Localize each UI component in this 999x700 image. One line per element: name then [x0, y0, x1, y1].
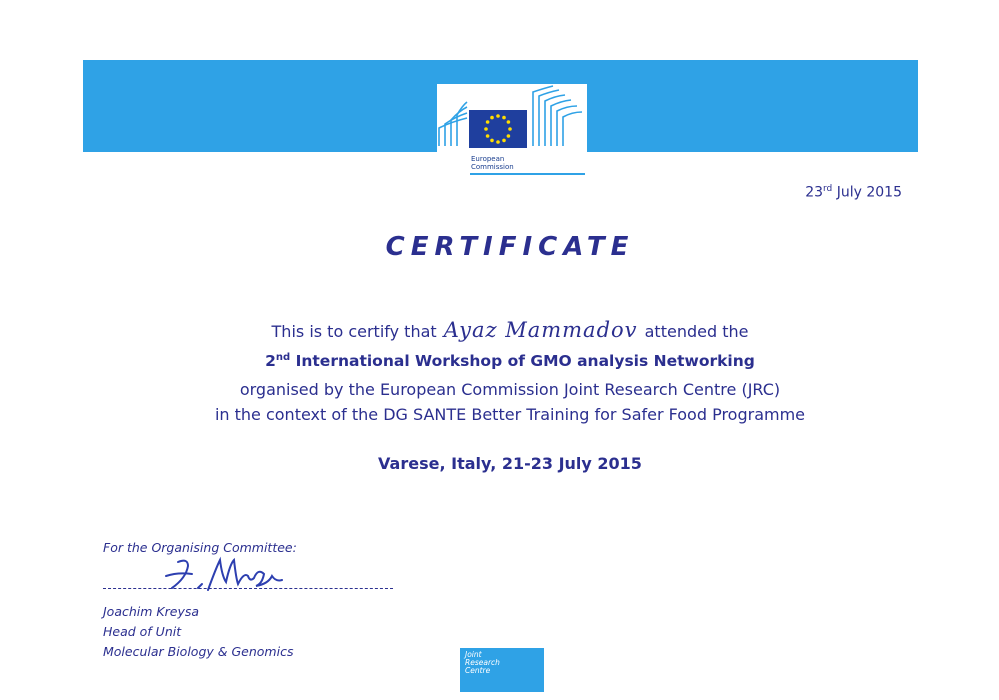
- signer-role: Head of Unit: [103, 624, 182, 639]
- jrc-logo: [460, 648, 544, 692]
- jrc-logo-text: [465, 651, 500, 675]
- date-day: 23: [805, 184, 824, 201]
- context-line: in the context of the DG SANTE Better Training for Safer Food Programme: [214, 405, 806, 424]
- event-title: International Workshop of GMO analysis Networking: [295, 352, 755, 371]
- event-title-line: [0, 352, 999, 370]
- signer-name: Joachim Kreysa: [103, 604, 200, 619]
- certify-intro: This is to certify that: [271, 322, 437, 341]
- jrc-line-research: Research: [465, 658, 500, 667]
- date-suffix: rd: [823, 184, 833, 194]
- recipient-name: Ayaz Mammadov: [443, 318, 638, 342]
- certify-line: [0, 318, 999, 342]
- logo-line-commission: Commission: [471, 163, 514, 171]
- event-ordinal-num: 2: [265, 352, 276, 371]
- european-commission-logo: [437, 84, 587, 177]
- date-rest: July 2015: [836, 184, 902, 201]
- logo-underline: [470, 173, 585, 175]
- signature-label: For the Organising Committee:: [103, 540, 297, 555]
- jrc-line-centre: Centre: [465, 666, 491, 675]
- certify-after-name: attended the: [644, 322, 749, 341]
- signer-details: [103, 602, 293, 662]
- event-ordinal-suffix: nd: [275, 352, 291, 363]
- jrc-line-joint: Joint: [465, 650, 482, 659]
- organised-by-line: organised by the European Commission Joint Research Centre (JRC): [239, 380, 781, 399]
- signer-unit: Molecular Biology & Genomics: [103, 644, 294, 659]
- certificate-title: CERTIFICATE: [385, 232, 635, 262]
- logo-line-european: European: [471, 155, 505, 163]
- certificate-date: [805, 184, 902, 201]
- signature-dashed-line: [103, 588, 393, 589]
- place-date-line: Varese, Italy, 21-23 July 2015: [378, 454, 642, 473]
- logo-text: [471, 155, 514, 171]
